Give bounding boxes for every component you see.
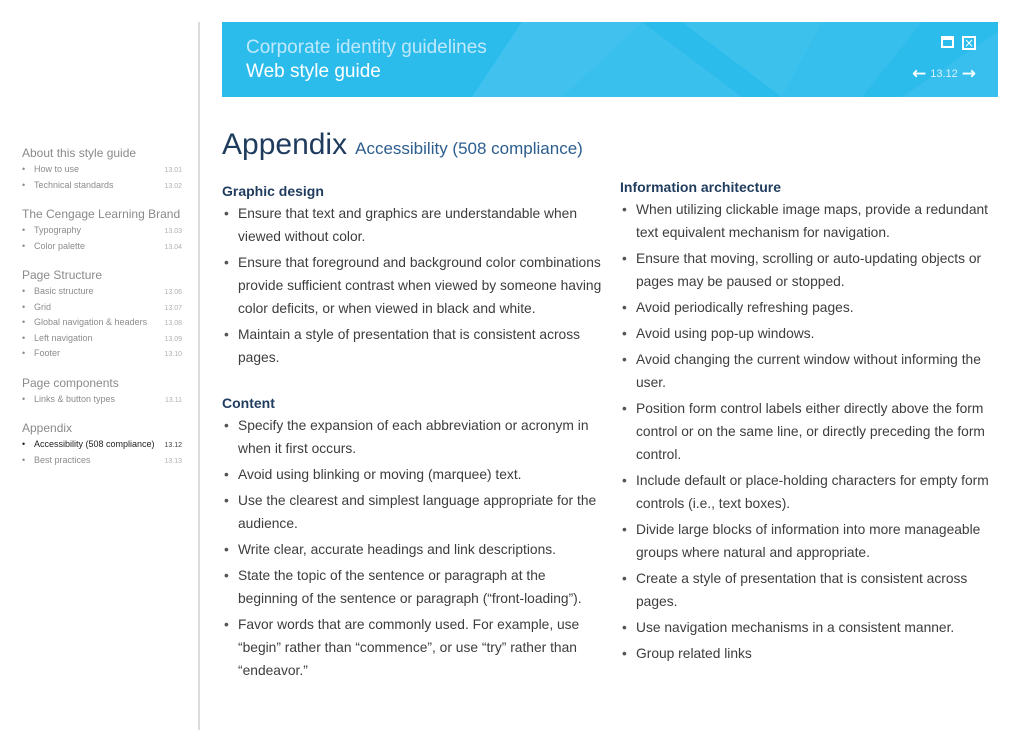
sidebar-section — [22, 268, 182, 362]
list-item: • Position form control labels either directly above the form control or on the same line, or directly preceding the form control. — [620, 397, 1004, 466]
list-item: • Write clear, accurate headings and link descriptions. — [222, 538, 606, 561]
sidebar-item-label: Basic structure — [34, 286, 94, 296]
sidebar-navigation — [22, 146, 182, 482]
content-list — [222, 414, 606, 682]
information-architecture-heading: Information architecture — [620, 179, 782, 195]
sidebar-item-label: Technical standards — [34, 179, 114, 190]
sidebar-item[interactable] — [22, 392, 182, 408]
maximize-icon[interactable] — [941, 36, 954, 48]
list-item: • Specify the expansion of each abbreviation or acronym in when it first occurs. — [222, 414, 606, 460]
sidebar-item[interactable] — [22, 223, 182, 239]
sidebar-item-page-number: 13.06 — [164, 289, 182, 296]
list-item: • Avoid using blinking or moving (marquee) text. — [222, 463, 606, 486]
sidebar-item-label: Grid — [34, 301, 52, 312]
sidebar-section — [22, 421, 182, 468]
right-column — [620, 178, 1004, 668]
banner-facets-decoration — [222, 22, 998, 97]
sidebar-item-label: Links & button types — [34, 393, 116, 404]
sidebar-item-page-number: 13.02 — [164, 182, 182, 190]
header-banner — [222, 22, 998, 97]
list-item: • When utilizing clickable image maps, provide a redundant text equivalent mechanism for navigation. — [620, 198, 1004, 244]
list-item: • Avoid changing the current window without informing the user. — [620, 348, 1004, 394]
sidebar-item[interactable] — [22, 437, 182, 453]
sidebar-section-title[interactable]: Page components — [22, 375, 119, 390]
sidebar-item-page-number: 13.09 — [164, 335, 182, 343]
sidebar-section — [22, 146, 182, 193]
sidebar-item-page-number: 13.07 — [164, 304, 182, 312]
sidebar-section — [22, 207, 182, 254]
sidebar-section-title[interactable]: The Cengage Learning Brand — [22, 207, 181, 221]
content-heading: Content — [222, 395, 275, 411]
sidebar-item-label: Global navigation & headers — [34, 317, 148, 327]
list-item: • Ensure that moving, scrolling or auto-updating objects or pages may be paused or stopped. — [620, 247, 1004, 293]
list-item: • Group related links — [620, 642, 1004, 665]
page-navigator — [912, 66, 976, 82]
sidebar-item[interactable] — [22, 284, 182, 300]
banner-subtitle: Corporate identity guidelines — [246, 37, 487, 58]
page-heading — [222, 128, 583, 162]
sidebar-item-label: Color palette — [34, 240, 86, 251]
sidebar-item-label: Typography — [34, 225, 82, 235]
arrow-left-icon[interactable]: ← — [911, 64, 927, 84]
sidebar-section-title[interactable]: Page Structure — [22, 268, 103, 282]
list-item: • State the topic of the sentence or paragraph at the beginning of the sentence or paragraph (“front-loading”). — [222, 564, 606, 610]
sidebar-item-label: Left navigation — [34, 332, 93, 343]
close-icon[interactable]: × — [963, 36, 975, 50]
sidebar-item-page-number: 13.01 — [164, 167, 182, 174]
sidebar-item[interactable] — [22, 315, 182, 331]
sidebar-item-label: Accessibility (508 compliance) — [34, 439, 155, 449]
sidebar-item-page-number: 13.10 — [164, 351, 182, 358]
sidebar-item-page-number: 13.04 — [164, 243, 182, 251]
arrow-right-icon[interactable]: → — [961, 64, 976, 84]
sidebar-item-page-number: 13.12 — [164, 442, 182, 449]
sidebar-item-page-number: 13.11 — [165, 396, 182, 404]
sidebar-item[interactable] — [22, 178, 182, 194]
list-item: • Avoid periodically refreshing pages. — [620, 296, 1004, 319]
sidebar-section-title[interactable]: About this style guide — [22, 146, 137, 160]
graphic-design-list — [222, 202, 606, 369]
sidebar-item[interactable] — [22, 331, 182, 347]
sidebar-section-title[interactable]: Appendix — [22, 421, 73, 435]
sidebar-item[interactable] — [22, 346, 182, 362]
list-item: • Ensure that text and graphics are understandable when viewed without color. — [222, 202, 606, 248]
banner-title: Web style guide — [246, 61, 381, 82]
information-architecture-list — [620, 198, 1004, 665]
sidebar-item[interactable] — [22, 300, 182, 316]
sidebar-item-page-number: 13.13 — [164, 457, 182, 465]
page-title: Appendix — [222, 128, 348, 161]
list-item: • Include default or place-holding characters for empty form controls (i.e., text boxes). — [620, 469, 1004, 515]
sidebar-divider — [198, 22, 200, 730]
sidebar-item-label: Footer — [34, 348, 61, 358]
page-number: 13.12 — [930, 68, 958, 80]
sidebar-item[interactable] — [22, 239, 182, 255]
list-item: • Divide large blocks of information into more manageable groups where natural and appropriate. — [620, 518, 1004, 564]
sidebar-item[interactable] — [22, 453, 182, 469]
sidebar-section — [22, 376, 182, 408]
sidebar-item-label: How to use — [34, 164, 80, 174]
graphic-design-heading: Graphic design — [222, 183, 324, 199]
page-subtitle: Accessibility (508 compliance) — [355, 139, 583, 158]
sidebar-item-page-number: 13.08 — [164, 320, 182, 327]
sidebar-item-label: Best practices — [34, 454, 91, 465]
sidebar-item[interactable] — [22, 162, 182, 178]
list-item: • Maintain a style of presentation that is consistent across pages. — [222, 323, 606, 369]
list-item: • Avoid using pop-up windows. — [620, 322, 1004, 345]
list-item: • Create a style of presentation that is consistent across pages. — [620, 567, 1004, 613]
left-column — [222, 182, 606, 685]
list-item: • Use the clearest and simplest language appropriate for the audience. — [222, 489, 606, 535]
list-item: • Ensure that foreground and background color combinations provide sufficient contrast when viewed by someone having color deficits, or when viewed in black and white. — [222, 251, 606, 320]
list-item: • Use navigation mechanisms in a consistent manner. — [620, 616, 1004, 639]
list-item: • Favor words that are commonly used. For example, use “begin” rather than “commence”, or use “try” rather than “endeavor.” — [222, 613, 606, 682]
sidebar-item-page-number: 13.03 — [164, 228, 182, 235]
